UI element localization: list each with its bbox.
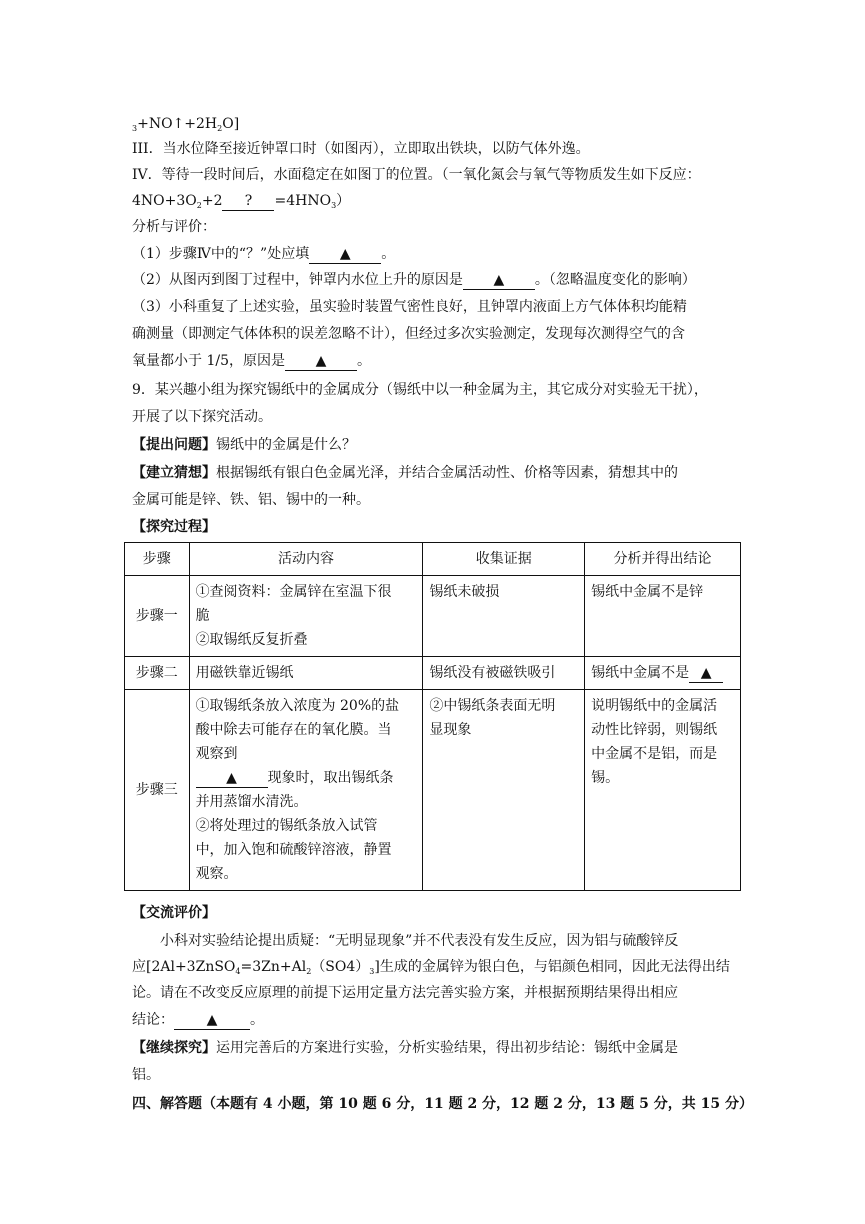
equation-blank[interactable]: ? <box>222 193 274 211</box>
table-row <box>125 657 741 690</box>
question-2: （2）从图丙到图丁过程中，钟罩内水位上升的原因是 ▲ 。（忽略温度变化的影响） <box>132 272 696 288</box>
step-three-answer-blank[interactable]: ▲ <box>196 770 268 788</box>
step-two-conclusion: 锡纸中金属不是 ▲ <box>585 657 741 690</box>
continue-line-1: 【继续探究】运用完善后的方案进行实验，分析实验结果，得出初步结论：锡纸中金属是 <box>132 1040 678 1056</box>
step-one-conclusion: 锡纸中金属不是锌 <box>585 576 741 657</box>
analysis-heading: 分析与评价： <box>132 219 216 235</box>
ask-question: 【提出问题】锡纸中的金属是什么？ <box>132 437 356 453</box>
step-three-text: III．当水位降至接近钟罩口时（如图丙），立即取出铁块，以防气体外逸。 <box>132 141 590 157</box>
q9-intro-line-1: 9．某兴趣小组为探究锡纸中的金属成分（锡纸中以一种金属为主，其它成分对实验无干扰）， <box>132 382 708 398</box>
header-step: 步骤 <box>125 543 190 576</box>
step-one-activity: ①查阅资料：金属锌在室温下很 脆 ②取锡纸反复折叠 <box>189 576 423 657</box>
continue-line-2: 铝。 <box>132 1067 160 1083</box>
step-two-evidence: 锡纸没有被磁铁吸引 <box>423 657 585 690</box>
process-heading: 【探究过程】 <box>132 519 216 535</box>
q9-intro-line-2: 开展了以下探究活动。 <box>132 409 272 425</box>
question-3-line-3: 氧量都小于 1/5，原因是 ▲ 。 <box>132 353 371 369</box>
q3-answer-blank[interactable]: ▲ <box>285 353 357 371</box>
discussion-line-4: 结论： ▲ 。 <box>132 1012 264 1028</box>
header-activity: 活动内容 <box>189 543 423 576</box>
q2-answer-blank[interactable]: ▲ <box>463 272 535 290</box>
step-three-activity: ①取锡纸条放入浓度为 20%的盐 酸中除去可能存在的氧化膜。当 观察到 ▲ 现象时，取出锡纸条 并用蒸馏水清洗。 ②将处理过的锡纸条放入试管 中，加入饱和硫酸锌溶液，静置 观察。 <box>189 690 423 891</box>
question-3-line-1: （3）小科重复了上述实验，虽实验时装置气密性良好，且钟罩内液面上方气体体积均能精 <box>132 299 687 315</box>
reaction-equation: $4NO+3O_2+2$ ? $=4HNO_3$） <box>132 193 351 210</box>
discussion-line-3: 论。请在不改变反应原理的前提下运用定量方法完善实验方案，并根据预期结果得出相应 <box>132 985 678 1001</box>
experiment-table <box>124 542 741 891</box>
header-evidence: 收集证据 <box>423 543 585 576</box>
step-two-label: 步骤二 <box>125 657 190 690</box>
step-three-evidence: ②中锡纸条表面无明 显现象 <box>423 690 585 891</box>
table-row <box>125 576 741 657</box>
step-two-activity: 用磁铁靠近锡纸 <box>189 657 423 690</box>
equation-fragment: $_3+NO↑+2H_2O$] <box>132 116 240 133</box>
section-four-heading: 四、解答题（本题有 4 小题，第 10 题 6 分，11 题 2 分，12 题 2 分，13 题 5 分，共 15 分） <box>132 1096 753 1112</box>
step-one-label: 步骤一 <box>125 576 190 657</box>
step-three-label: 步骤三 <box>125 690 190 891</box>
step-four-text: IV．等待一段时间后，水面稳定在如图丁的位置。（一氧化氮会与氧气等物质发生如下反应： <box>132 167 701 183</box>
hypothesis-line-1: 【建立猜想】根据锡纸有银白色金属光泽，并结合金属活动性、价格等因素，猜想其中的 <box>132 465 678 481</box>
hypothesis-line-2: 金属可能是锌、铁、铝、锡中的一种。 <box>132 492 370 508</box>
question-1: （1）步骤Ⅳ中的“？”处应填 ▲ 。 <box>132 246 396 262</box>
step-two-answer-blank[interactable]: ▲ <box>689 665 723 683</box>
header-conclusion: 分析并得出结论 <box>585 543 741 576</box>
discussion-line-1: 小科对实验结论提出质疑：“无明显现象”并不代表没有发生反应，因为铝与硫酸锌反 <box>160 933 679 949</box>
q1-answer-blank[interactable]: ▲ <box>309 246 381 264</box>
table-header-row <box>125 543 741 576</box>
discussion-heading: 【交流评价】 <box>132 905 216 921</box>
discussion-answer-blank[interactable]: ▲ <box>174 1012 250 1030</box>
discussion-line-2: 应$[2Al+3ZnSO_4=3Zn+Al_2(SO4)_3]$生成的金属锌为银白色，与铝颜色相同，因此无法得出结 <box>132 959 730 976</box>
table-row <box>125 690 741 891</box>
step-three-conclusion: 说明锡纸中的金属活 动性比锌弱，则锡纸 中金属不是铝，而是 锡。 <box>585 690 741 891</box>
step-one-evidence: 锡纸未破损 <box>423 576 585 657</box>
question-3-line-2: 确测量（即测定气体体积的误差忽略不计），但经过多次实验测定，发现每次测得空气的含 <box>132 326 685 342</box>
